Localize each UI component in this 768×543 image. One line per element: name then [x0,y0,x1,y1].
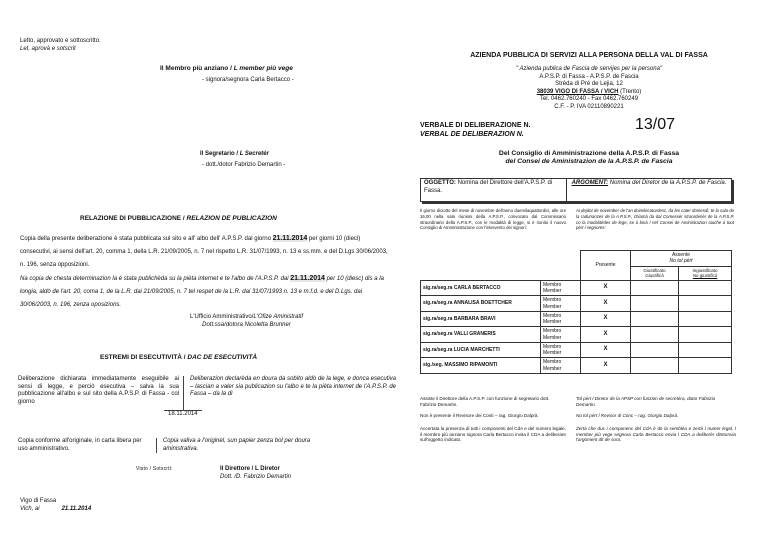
absent-header-label: Assente [671,252,691,258]
member-role [541,280,581,296]
verbale-heading [420,122,530,140]
execution-date: 18.11.2014 [164,410,202,419]
member-role-it: Membro [543,328,562,335]
council-heading-it: Del Consiglio di Amministrazione della A.P.S.P. di Fassa [498,150,680,157]
table-row [421,358,732,374]
justified-header [631,266,679,280]
member-name: sig.ra/seg.ra ANNALISA BOETTCHER [421,296,541,312]
unjustified-label: Ingiustificato [692,267,718,273]
director-title: Il Direttore / L Diretor [220,466,280,472]
place-name: Vigo di Fassa [20,498,57,504]
session-text-lad: Ai dejdot de november de l'an doimilecatordesc, da les cater domesdì, te la sala de la radunanzes de la A.P.S.P., chiamà da dal Comessèr straordenèr de la A.P.S.P. co la modalitèdes de lege, se à binà l nef Consei de Aministrazion oiache à tout pèrt i segnores: [576,208,734,231]
execution-title-it: ESTREMI DI ESECUTIVITÀ [100,354,182,361]
unjustified-header [679,266,732,280]
office-line [190,314,303,322]
copy-box [18,438,318,453]
unjustified-label-ladin: No giustificà [692,273,718,279]
place-prefix: Vich, ai [20,505,40,512]
subject-text: Nomina del Direttore dell'A.P.S.P. di Fassa. [424,180,553,194]
attendance-header-row [421,251,732,267]
unjustified-cell [679,327,732,343]
publication-text-a: Copia della presente deliberazione è stata pubblicata sul sito e all' albo dell' A.P.S.P. dal giorno [20,236,271,242]
member-role-lad: Member [543,303,562,310]
deliberation-number: 13/07 [635,116,676,133]
senior-member-name: - signora/segnora Carla Bertacco - [202,77,294,83]
publication-text-ladin [20,272,390,311]
publication-text-it-b: per 10 (diesc) dis a la longia, aldò de l'art. 20, coma 1, de la L.R. dai 21/09/2005, n. 7 tel respet de la L.R. dai 31/07/1993 n. 13 e m.f.d. e del D.Lgs. dai 30/06/2003, n. 196, zenza oposizions. [20,276,384,308]
table-row [421,342,732,358]
unjustified-cell [679,280,732,296]
table-row [421,327,732,343]
verbale-heading-lad: VERBAL DE DELIBERAZION N. [420,130,524,138]
justified-cell [631,327,679,343]
justified-cell [631,280,679,296]
quorum-text-it: Accertata la presenza di tutti i componenti del CdA e del numero legale, il membro più anziano signora Carla Bertacco invita il CDA a deliberare sull'oggetto indicato. [420,426,566,443]
member-role [541,327,581,343]
visto-label: Visto / Sotscrit: [136,466,173,472]
present-mark: X [581,327,631,343]
organization-city-province: (Trento) [620,88,642,95]
execution-title: ESTREMI DI ESECUTIVITÀ / DAC DE ESECUTIVITÀ [100,354,258,361]
execution-box [18,376,396,410]
publication-title: RELAZIONE DI PUBBLICAZIONE / RELAZION DE PUBLICAZION [80,215,277,222]
member-role-lad: Member [543,350,562,356]
present-mark: X [581,342,631,358]
office-signature [190,314,303,329]
council-heading [414,150,764,167]
unjustified-cell [679,296,732,312]
absent-header-sub: No tol pèrt [669,258,693,265]
organization-info [414,66,764,111]
execution-text-lad: Deliberazion declarèda en doura da sobito aldò de la lege, e donca esecutiva – lascian a valer sia publicazion su l'albo e te la pièta internet de l'A.P.S.P. de Fassa – da la dì [190,376,396,397]
council-heading-lad: del Consei de Aministrazion de la A.P.S.P. de Fascia [505,158,673,166]
assist-text-lad: Tol pèrt l Diretor de la APSP con funzion de secretèra, dotor Fabrizio Demartin. [576,396,716,407]
member-name: sig.ra/seg.ra VALLI GRANERIS [421,327,541,343]
member-name: sig.ra/seg.ra BARBARA BRAVI [421,311,541,327]
member-role [541,342,581,358]
present-mark: X [581,358,631,374]
subject-it [421,179,567,201]
place-date-value: 21.11.2014 [61,505,92,512]
member-name: sig./seg. MASSIMO RIPAMONTI [421,358,541,374]
member-role-lad: Member [543,288,562,294]
copy-text-it: Copia conforme all'originale, in carta libera per uso amministrativo. [18,438,157,453]
place-date [20,498,91,513]
header-spacer [421,251,541,281]
justified-cell [631,342,679,358]
publication-text-b: per giorni 10 (dieci) consecutivi, ai sensi dell'art. 20, comma 1, della L.R. 21/09/2005, n. 7 nel rispetto L.R. 31/07/1993, n. 13 e ss.mm. e del D.Lgs 30/06/2003, n. 196, senza opposizioni. [20,236,388,268]
unjustified-cell [679,342,732,358]
member-role-it: Membro [543,281,562,288]
present-mark: X [581,311,631,327]
unjustified-cell [679,311,732,327]
header-spacer [541,251,581,281]
senior-member-label: Il Membro più anziano / L member più vege [160,65,293,72]
organization-tax-id: C.F. - P. IVA 02110890221 [554,103,624,110]
member-role [541,296,581,312]
secretary-label: Il Segretario / L Secretér [200,151,269,157]
member-role-it: Membro [543,343,562,350]
secretary-name: - dott./dotor Fabrizio Demartin - [202,162,286,168]
copy-text-lad: Copia valiva a l'originèl, sun papier zenza bol per doura aministrativa. [162,438,311,452]
justified-label-ladin: Giustificà [645,273,664,279]
present-mark: X [581,280,631,296]
subject-text-ladin: Nomina del Diretor de la A.P.S.P. de Fascia. [609,180,727,186]
justified-label: Giustificato [643,267,666,273]
office-name-ladin: L'Ofize Aministratif [253,314,303,320]
member-role-it: Membro [543,359,562,366]
publication-text [20,232,390,271]
member-name: sig.ra/seg.ra LUCIA MARCHETTI [421,342,541,358]
place-name-ladin [20,506,91,514]
verbale-heading-it: VERBALE DI DELIBERAZIONE N. [420,122,531,129]
quorum-text-lad: Zertà che duc i componenc del CdA è de la semblèa e zertà l numer legal, l member più vege segnora Carla Bertacco envia l CDA a deliberèr dintornvia l'argoment dit de sora. [576,426,736,443]
publication-text-it-a: Na copia de chesta determinazion la é stata publichèda su la pièta internet e te l'albo de l'A.P.S.P. dai [20,276,289,282]
execution-title-lad: DAC DE ESECUTIVITÀ [187,354,258,361]
unjustified-cell [679,358,732,374]
organization-name: AZIENDA PUBBLICA DI SERVIZI ALLA PERSONA DELLA VAL DI FASSA [470,52,708,59]
organization-abbr: A.P.S.P. di Fassa - A.P.S.P. de Fascia [539,73,639,80]
table-row [421,296,732,312]
organization-city-main: 38039 VIGO DI FASSA / VICH [536,88,619,95]
member-name: sig.ra/seg.ra CARLA BERTACCO [421,280,541,296]
publication-title-lad: RELAZION DE PUBLICAZION [186,215,277,222]
subject-label-ladin: ARGOMENT: [571,180,609,186]
revisor-text-lad: No tol pèrt l Revisor di Conc – rag. Giorgio Dalprà. [576,413,679,418]
justified-cell [631,296,679,312]
member-role-it: Membro [543,297,562,304]
absent-header [631,251,732,267]
publication-title-it: RELAZIONE DI PUBBLICAZIONE [80,215,182,222]
organization-city [414,89,764,97]
senior-member-label-lad: L member più vege [233,65,293,72]
member-role [541,358,581,374]
execution-text-it: Deliberazione dichiarata immediatamente eseguibile ai sensi di legge, e perciò esecutiva – salva la sua pubblicazione all'albo e sul sito della A.P.S.P. di Fassa - col giorno [18,376,184,410]
publication-date: 21.11.2014 [272,235,308,242]
present-header: Presente [581,251,631,281]
member-role-lad: Member [543,365,562,372]
table-row [421,311,732,327]
secretary-label-lad: L Secretér [239,151,269,157]
session-text-it: Il giorno diciotto del mese di novembre dell'anno duemilaquattordici, alle ore 16.00 nella sala riunioni della A.P.S.P., convocato dal Commissario straordinario della A.P.S.P., con le modalità di legge, si è riunito il nuovo Consiglio di Amministrazione con l'intervento dei signori: [420,208,566,231]
organization-name-ladin: " Azienda publica de Fascia de servijes per la persona" [515,66,663,72]
subject-lad [567,179,731,201]
member-role [541,311,581,327]
approval-line-ladin: Let, aprovà e sotscrit [20,45,76,52]
subject-box [420,178,732,202]
present-mark: X [581,296,631,312]
assist-text-it: Assiste il Direttore della A.P.S.P. con funzione di segretario dott. Fabrizio Demartin. [420,396,550,407]
office-signer: Dott.ssa/dotora Nicoletta Brunner [202,321,291,328]
director-name: Dott. /D. Fabrizio Demartin [220,473,292,480]
approval-note [20,38,220,53]
office-name: L'Ufficio Amministrativo/ [190,314,254,320]
justified-cell [631,311,679,327]
member-role-lad: Member [543,334,562,341]
table-row [421,280,732,296]
member-role-lad: Member [543,319,562,325]
senior-member-label-it: Il Membro più anziano [160,65,229,72]
revisor-text-it: Non è presente il Revisore dei Conti – rag. Giorgio Dalprà. [420,413,539,418]
approval-line: Letto, approvato e sottoscritto. [20,38,101,44]
secretary-label-it: Il Segretario [200,151,235,157]
member-role-it: Membro [543,312,562,319]
subject-label: OGGETTO: [424,180,456,186]
organization-street: Strèda di Pré de Lejia, 12 [555,81,623,87]
director-signature [220,466,291,481]
attendance-table [420,250,732,374]
organization-phone: Tel. 0462.760240 - Fax 0462.760249 [539,96,639,102]
justified-cell [631,358,679,374]
publication-date-ladin: 21.11.2014 [290,275,325,282]
